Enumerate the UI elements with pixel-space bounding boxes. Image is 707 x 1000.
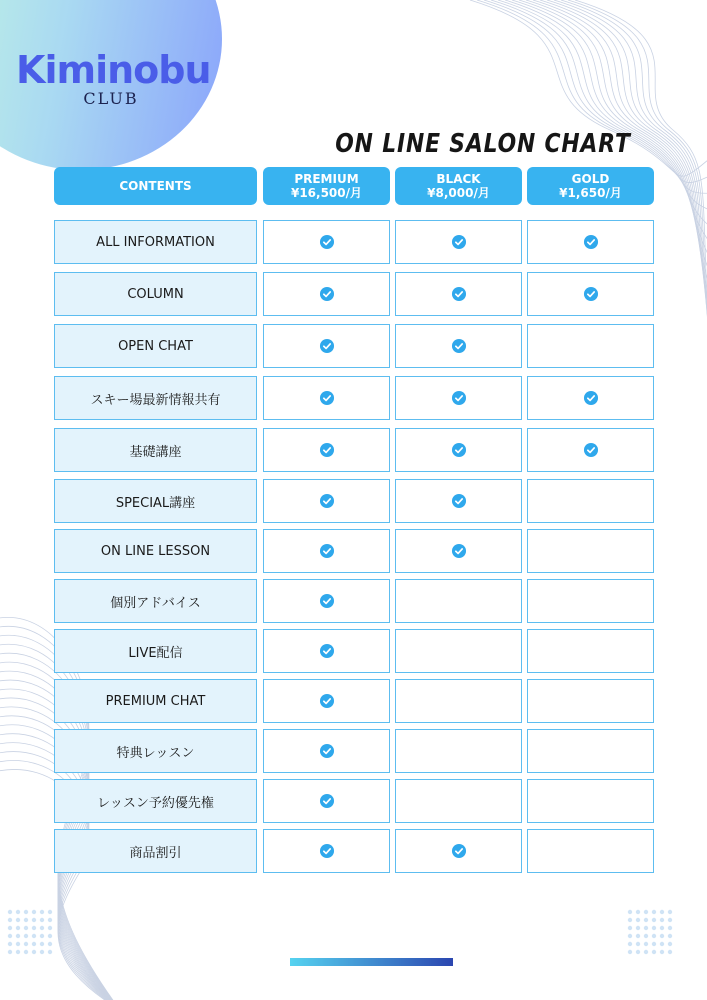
row-label: COLUMN bbox=[54, 272, 257, 316]
check-circle-icon bbox=[319, 494, 334, 509]
check-circle-icon bbox=[319, 744, 334, 759]
plan-cell bbox=[263, 579, 390, 623]
plan-cell bbox=[395, 729, 522, 773]
row-label: SPECIAL講座 bbox=[54, 479, 257, 523]
row-label: スキー場最新情報共有 bbox=[54, 376, 257, 420]
plan-cell bbox=[263, 376, 390, 420]
table-row bbox=[54, 428, 654, 472]
row-label: ALL INFORMATION bbox=[54, 220, 257, 264]
plan-cell bbox=[527, 629, 654, 673]
check-circle-icon bbox=[583, 443, 598, 458]
plan-cell bbox=[263, 272, 390, 316]
footer-gradient-bar bbox=[290, 958, 453, 966]
plan-cell bbox=[395, 272, 522, 316]
row-label: OPEN CHAT bbox=[54, 324, 257, 368]
table-row bbox=[54, 579, 654, 623]
table-row bbox=[54, 629, 654, 673]
check-circle-icon bbox=[319, 339, 334, 354]
header-contents-label: CONTENTS bbox=[119, 179, 192, 193]
table-row bbox=[54, 479, 654, 523]
plan-cell bbox=[527, 829, 654, 873]
check-circle-icon bbox=[583, 287, 598, 302]
table-row bbox=[54, 529, 654, 573]
check-circle-icon bbox=[319, 287, 334, 302]
plan-price: ¥8,000/月 bbox=[427, 186, 490, 200]
plan-cell bbox=[263, 220, 390, 264]
check-circle-icon bbox=[319, 391, 334, 406]
plan-cell bbox=[527, 479, 654, 523]
plan-cell bbox=[527, 324, 654, 368]
check-circle-icon bbox=[583, 391, 598, 406]
plan-cell bbox=[527, 779, 654, 823]
plan-cell bbox=[395, 479, 522, 523]
plan-cell bbox=[263, 829, 390, 873]
check-circle-icon bbox=[319, 594, 334, 609]
plan-cell bbox=[395, 220, 522, 264]
brand-name: Kiminobu bbox=[16, 48, 211, 92]
check-circle-icon bbox=[319, 544, 334, 559]
plan-cell bbox=[263, 529, 390, 573]
row-label: LIVE配信 bbox=[54, 629, 257, 673]
plan-cell bbox=[263, 428, 390, 472]
row-label: 特典レッスン bbox=[54, 729, 257, 773]
plan-cell bbox=[263, 479, 390, 523]
plan-cell bbox=[527, 376, 654, 420]
plan-cell bbox=[395, 579, 522, 623]
table-row bbox=[54, 829, 654, 873]
header-plan-premium bbox=[263, 167, 390, 205]
row-label: 個別アドバイス bbox=[54, 579, 257, 623]
table-row bbox=[54, 779, 654, 823]
check-circle-icon bbox=[451, 494, 466, 509]
check-circle-icon bbox=[451, 544, 466, 559]
plan-cell bbox=[527, 428, 654, 472]
row-label: PREMIUM CHAT bbox=[54, 679, 257, 723]
plan-cell bbox=[527, 272, 654, 316]
table-row bbox=[54, 324, 654, 368]
brand-subtitle: CLUB bbox=[83, 89, 139, 108]
page-title: ON LINE SALON CHART bbox=[335, 129, 631, 159]
plan-cell bbox=[395, 324, 522, 368]
check-circle-icon bbox=[319, 644, 334, 659]
check-circle-icon bbox=[319, 694, 334, 709]
header-contents bbox=[54, 167, 257, 205]
plan-cell bbox=[395, 376, 522, 420]
table-row bbox=[54, 220, 654, 264]
plan-name: BLACK bbox=[436, 172, 481, 186]
row-label: レッスン予約優先権 bbox=[54, 779, 257, 823]
header-plan-black bbox=[395, 167, 522, 205]
plan-cell bbox=[263, 729, 390, 773]
plan-cell bbox=[263, 779, 390, 823]
plan-cell bbox=[263, 324, 390, 368]
plan-name: GOLD bbox=[571, 172, 610, 186]
check-circle-icon bbox=[451, 339, 466, 354]
table-row bbox=[54, 679, 654, 723]
table-row bbox=[54, 376, 654, 420]
plan-cell bbox=[395, 529, 522, 573]
plan-price: ¥16,500/月 bbox=[290, 186, 363, 200]
check-circle-icon bbox=[451, 844, 466, 859]
plan-cell bbox=[263, 679, 390, 723]
row-label: 基礎講座 bbox=[54, 428, 257, 472]
check-circle-icon bbox=[319, 235, 334, 250]
row-label: 商品割引 bbox=[54, 829, 257, 873]
brand-logo bbox=[16, 48, 211, 108]
check-circle-icon bbox=[451, 391, 466, 406]
plan-cell bbox=[395, 779, 522, 823]
plan-cell bbox=[395, 679, 522, 723]
plan-cell bbox=[395, 829, 522, 873]
plan-cell bbox=[527, 220, 654, 264]
plan-cell bbox=[395, 629, 522, 673]
check-circle-icon bbox=[583, 235, 598, 250]
check-circle-icon bbox=[451, 235, 466, 250]
check-circle-icon bbox=[319, 794, 334, 809]
plan-cell bbox=[395, 428, 522, 472]
table-row bbox=[54, 729, 654, 773]
plan-cell bbox=[527, 679, 654, 723]
row-label: ON LINE LESSON bbox=[54, 529, 257, 573]
plan-cell bbox=[527, 579, 654, 623]
check-circle-icon bbox=[451, 443, 466, 458]
check-circle-icon bbox=[319, 844, 334, 859]
plan-cell bbox=[527, 729, 654, 773]
plan-name: PREMIUM bbox=[294, 172, 359, 186]
table-row bbox=[54, 272, 654, 316]
plan-cell bbox=[263, 629, 390, 673]
plan-cell bbox=[527, 529, 654, 573]
check-circle-icon bbox=[319, 443, 334, 458]
header-plan-gold bbox=[527, 167, 654, 205]
check-circle-icon bbox=[451, 287, 466, 302]
plan-price: ¥1,650/月 bbox=[559, 186, 622, 200]
